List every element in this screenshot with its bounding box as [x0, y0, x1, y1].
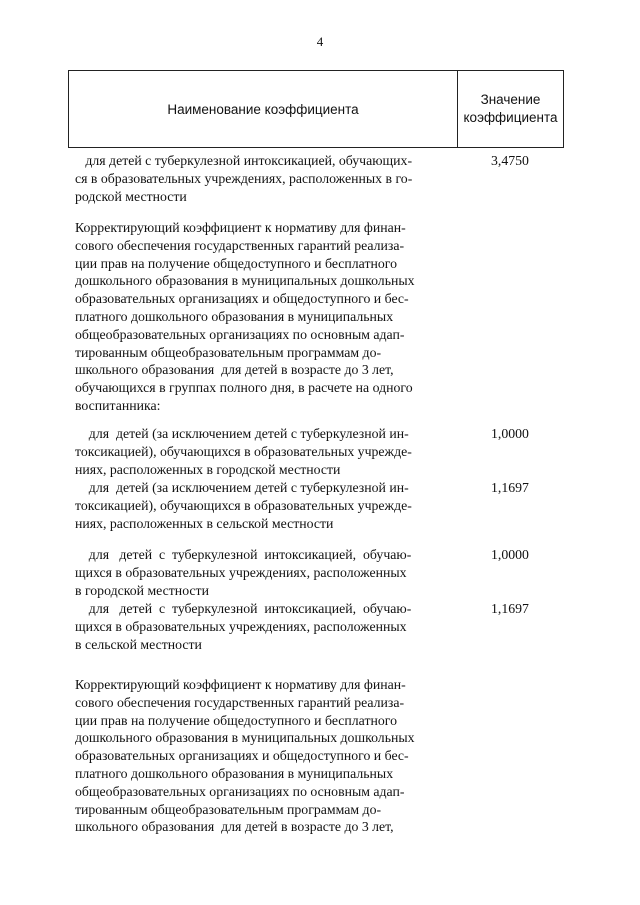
- text-line: для детей с туберкулезной интоксикацией, обучающих-: [75, 153, 413, 168]
- text-line: тированным общеобразовательным программам до-: [75, 801, 382, 817]
- column-header-value-line: Значение: [480, 92, 541, 107]
- text-line: для детей (за исключением детей с туберкулезной ин-: [75, 426, 409, 441]
- coefficient-heading-text: [75, 219, 447, 415]
- text-line: платного дошкольного образования в муниципальных: [75, 308, 394, 324]
- text-line: дошкольного образования в муниципальных дошкольных: [75, 273, 415, 289]
- coefficient-value: 1,1697: [491, 480, 529, 495]
- text-line: дошкольного образования в муниципальных дошкольных: [75, 730, 415, 746]
- text-line: Корректирующий коэффициент к нормативу для финан-: [75, 220, 406, 235]
- text-line: ниях, расположенных в сельской местности: [75, 515, 334, 531]
- coefficient-row-text: [75, 152, 447, 205]
- coefficient-heading-text: [75, 676, 447, 836]
- column-header-value: [458, 71, 563, 147]
- text-line: ции прав на получение общедоступного и бесплатного: [75, 255, 397, 271]
- text-line: воспитанника:: [75, 397, 161, 413]
- text-line: для детей с туберкулезной интоксикацией, обучаю-: [75, 547, 412, 562]
- text-line: сового обеспечения государственных гарантий реализа-: [75, 694, 405, 710]
- text-line: токсикацией), обучающихся в образовательных учрежде-: [75, 443, 412, 459]
- coefficient-value: 1,0000: [491, 426, 529, 441]
- column-header-value-line: коэффициента: [463, 110, 558, 125]
- text-line: тированным общеобразовательным программам до-: [75, 344, 382, 360]
- text-line: платного дошкольного образования в муниципальных: [75, 765, 394, 781]
- text-line: для детей с туберкулезной интоксикацией, обучаю-: [75, 601, 412, 616]
- text-line: щихся в образовательных учреждениях, расположенных: [75, 618, 407, 634]
- text-line: общеобразовательных организациях по основным адап-: [75, 783, 405, 799]
- text-line: образовательных организациях и общедоступного и бес-: [75, 748, 409, 764]
- text-line: сового обеспечения государственных гарантий реализа-: [75, 237, 405, 253]
- text-line: школьного образования для детей в возрасте до 3 лет,: [75, 362, 394, 378]
- coefficient-row-text: [75, 425, 447, 478]
- coefficient-row-text: [75, 479, 447, 532]
- coefficient-value: 1,0000: [491, 547, 529, 562]
- text-line: щихся в образовательных учреждениях, расположенных: [75, 564, 407, 580]
- column-header-name: Наименование коэффициента: [69, 71, 458, 147]
- text-line: ся в образовательных учреждениях, расположенных в го-: [75, 170, 413, 186]
- text-line: для детей (за исключением детей с туберкулезной ин-: [75, 480, 409, 495]
- page-number: 4: [316, 34, 324, 49]
- text-line: ниях, расположенных в городской местности: [75, 461, 341, 477]
- text-line: обучающихся в группах полного дня, в расчете на одного: [75, 380, 413, 396]
- text-line: образовательных организациях и общедоступного и бес-: [75, 291, 409, 307]
- coefficient-value: 1,1697: [491, 601, 529, 616]
- table-header: [68, 70, 564, 148]
- coefficient-row-text: [75, 546, 447, 599]
- text-line: родской местности: [75, 188, 187, 204]
- text-line: в городской местности: [75, 582, 209, 598]
- text-line: в сельской местности: [75, 636, 202, 652]
- text-line: токсикацией), обучающихся в образовательных учрежде-: [75, 497, 412, 513]
- text-line: ции прав на получение общедоступного и бесплатного: [75, 712, 397, 728]
- coefficient-value: 3,4750: [491, 153, 529, 168]
- text-line: школьного образования для детей в возрасте до 3 лет,: [75, 819, 394, 835]
- text-line: Корректирующий коэффициент к нормативу для финан-: [75, 677, 406, 692]
- coefficient-row-text: [75, 600, 447, 653]
- text-line: общеобразовательных организациях по основным адап-: [75, 326, 405, 342]
